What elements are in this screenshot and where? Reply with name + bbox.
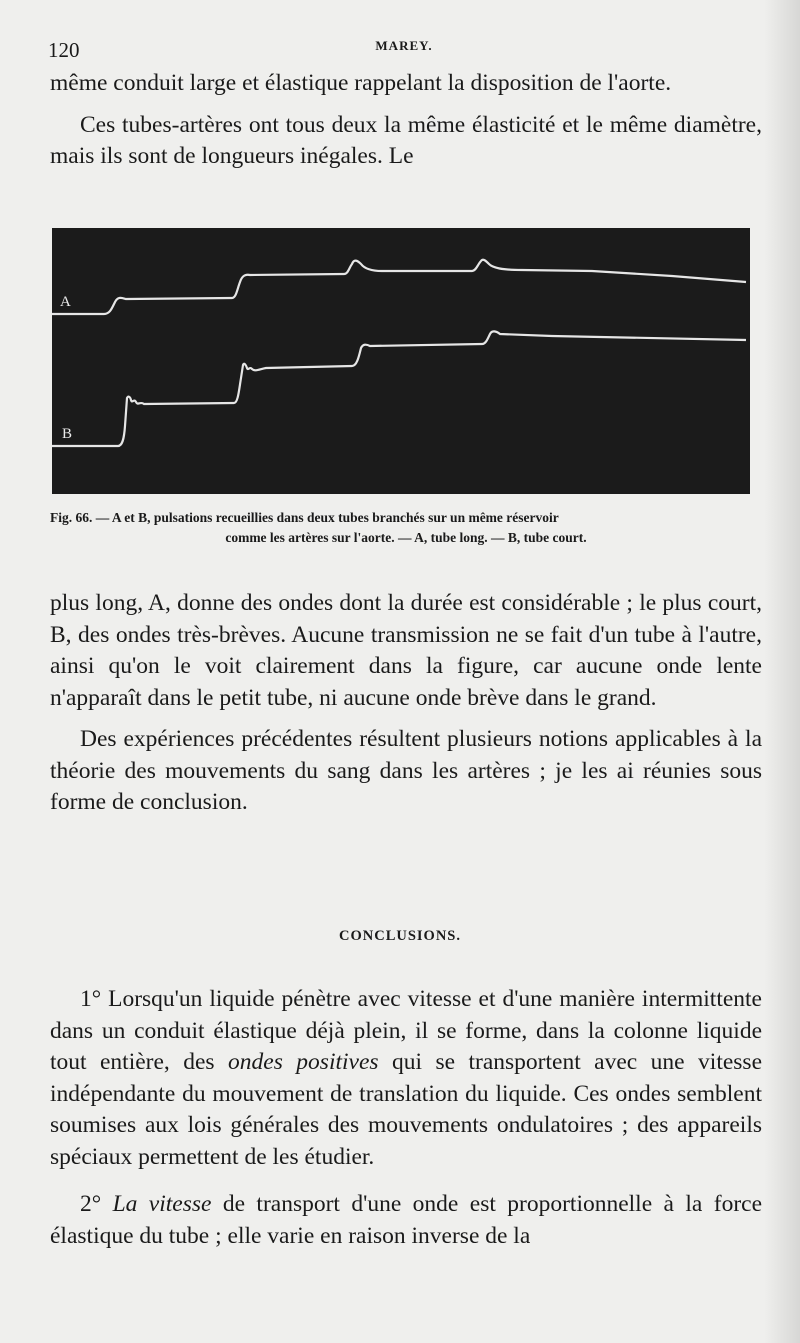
caption-line: Fig. 66. — A et B, pulsations recueillies dans deux tubes branchés sur un même réservoir	[50, 510, 559, 525]
emphasis-text: La vitesse	[112, 1191, 212, 1217]
conclusion-item-1	[50, 984, 762, 1173]
text-run: 1° Lorsqu'un liquide pénètre avec vitesse et d'une manière intermittente dans un conduit élastique déjà plein, il se forme, dans la colonne liquide tout entière, des	[50, 986, 762, 1075]
pulse-tracing	[52, 228, 750, 494]
trace-label-b: B	[62, 426, 73, 442]
caption-line: comme les artères sur l'aorte. — A, tube long. — B, tube court.	[225, 530, 587, 545]
emphasis-text: ondes positives	[228, 1049, 379, 1075]
text-block-conclusions	[50, 984, 762, 1252]
paragraph: même conduit large et élastique rappelant la disposition de l'aorte.	[50, 70, 672, 96]
text-run: qui se transportent avec une vitesse indépendante du mouvement de translation du liquide. Ces ondes semblent soumises aux lois générales des mouvements ondulatoires ; des appareils spéciaux permettent de les étudier.	[50, 1049, 762, 1170]
running-head	[48, 38, 760, 64]
paragraph: Ces tubes-artères ont tous deux la même élasticité et le même diamètre, mais ils sont de longueurs inégales. Le	[50, 111, 762, 169]
figure-caption	[50, 508, 762, 548]
running-title: MAREY.	[375, 38, 433, 53]
conclusion-item-2	[50, 1189, 762, 1252]
text-run: de transport d'une onde est proportionnelle à la force élastique du tube ; elle varie en raison inverse de la	[50, 1191, 763, 1249]
page-number: 120	[48, 38, 80, 62]
page-edge-shadow	[764, 0, 800, 1343]
paragraph: Des expériences précédentes résultent plusieurs notions applicables à la théorie des mouvements du sang dans les artères ; je les ai réunies sous forme de conclusion.	[50, 726, 762, 815]
text-block-middle	[50, 588, 762, 819]
figure-66	[52, 228, 750, 494]
text-block-top	[50, 68, 762, 173]
text-run: 2°	[80, 1191, 113, 1217]
section-heading: CONCLUSIONS.	[339, 928, 461, 944]
trace-label-a: A	[60, 294, 71, 310]
paragraph: plus long, A, donne des ondes dont la durée est considérable ; le plus court, B, des ondes très-brèves. Aucune transmission ne se fait d'un tube à l'autre, ainsi qu'on le voit clairement dans la figure, car aucune onde lente n'apparaît dans le petit tube, ni aucune onde brève dans le grand.	[50, 590, 762, 711]
